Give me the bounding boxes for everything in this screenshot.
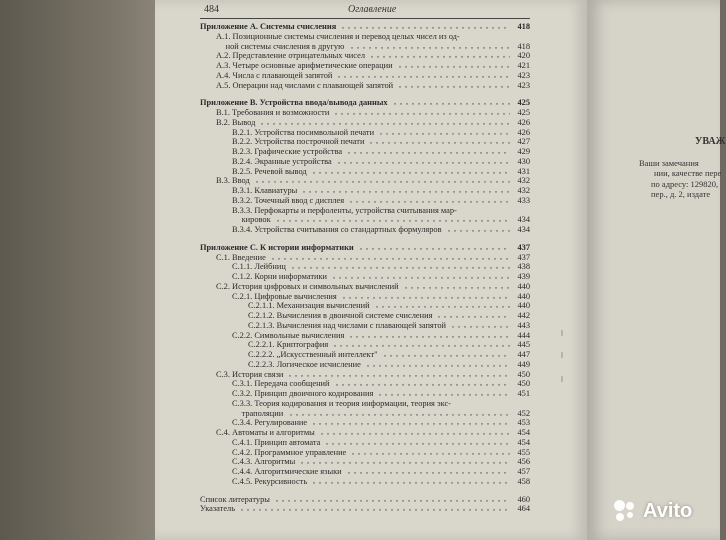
toc-entry-title: В.1. Требования и возможности: [216, 108, 330, 117]
toc-entry-page: 450: [517, 369, 530, 379]
toc-entry-title: С.2.1.2. Вычисления в двоичной системе счисления: [248, 311, 433, 320]
toc-leader-dots: [334, 379, 510, 389]
toc-entry-page: 434: [517, 225, 530, 234]
toc-entry-title: В.3.4. Устройства считывания со стандартных формуляров: [232, 225, 442, 234]
toc-entry-page: 432: [517, 186, 530, 195]
toc-leader-dots: [382, 350, 510, 360]
toc-entry-title: С.2.1.1. Механизация вычислений: [248, 301, 370, 311]
table-of-contents: [200, 22, 530, 514]
toc-entry-title: ной системы счисления в другую: [225, 41, 345, 51]
toc-entry-title: Указатель: [200, 504, 236, 514]
toc-leader-dots: [350, 448, 510, 458]
page-number: 484: [204, 4, 219, 15]
toc-leader-dots: [275, 215, 510, 225]
toc-entry: [200, 81, 530, 91]
toc-leader-dots: [254, 176, 510, 186]
toc-entry: [200, 272, 530, 282]
toc-entry-title: Приложение В. Устройства ввода/вывода данных: [200, 98, 388, 108]
toc-entry: [200, 409, 530, 419]
toc-entry-page: 426: [517, 117, 530, 127]
toc-entry: [200, 292, 530, 302]
toc-entry-title: С.3.1. Передача сообщений: [232, 379, 330, 389]
toc-entry-page: 440: [517, 291, 530, 301]
toc-leader-dots: [270, 253, 510, 263]
toc-entry-title: А.5. Операции над числами с плавающей запятой: [216, 80, 394, 90]
toc-leader-dots: [332, 340, 510, 350]
toc-leader-dots: [301, 186, 510, 196]
right-page: [587, 0, 726, 540]
toc-entry: [200, 321, 530, 331]
right-line: нии, качестве пере: [654, 168, 722, 178]
toc-leader-dots: [397, 81, 510, 91]
toc-entry-title: Список литературы: [200, 494, 270, 504]
toc-leader-dots: [348, 331, 510, 341]
toc-entry: [200, 282, 530, 292]
toc-entry: [200, 311, 530, 321]
toc-entry-page: 449: [517, 359, 530, 369]
toc-section: [200, 22, 530, 32]
toc-leader-dots: [392, 98, 510, 108]
toc-entry-page: 430: [517, 156, 530, 166]
toc-entry-title: С.1.2. Корни информатики: [232, 272, 328, 281]
toc-leader-dots: [368, 137, 510, 147]
toc-leader-dots: [336, 157, 510, 167]
toc-entry-page: 427: [517, 137, 530, 147]
page-header: [200, 4, 530, 19]
toc-entry: [200, 176, 530, 186]
toc-entry-title: С.4.4. Алгоритмические языки: [232, 467, 342, 476]
binding-stitch: [561, 376, 563, 382]
toc-entry-page: 429: [517, 147, 530, 156]
toc-entry-title: С.4.3. Алгоритмы: [232, 457, 296, 467]
toc-leader-dots: [377, 389, 510, 399]
toc-entry: [200, 389, 530, 399]
toc-entry: [200, 215, 530, 225]
toc-entry: [200, 225, 530, 235]
toc-entry-page: 453: [517, 418, 530, 428]
toc-entry-page: 425: [517, 98, 530, 108]
toc-entry-page: 456: [517, 457, 530, 467]
toc-leader-dots: [290, 262, 510, 272]
toc-entry-title: В.3.1. Клавиатуры: [232, 186, 298, 195]
toc-leader-dots: [333, 108, 510, 118]
toc-entry: [200, 370, 530, 380]
toc-entry-title: С.4.1. Принцип автомата: [232, 437, 321, 447]
toc-leader-dots: [403, 282, 510, 292]
toc-entry-page: 437: [517, 242, 530, 252]
toc-entry-title: кировок: [241, 215, 271, 225]
toc-entry: [200, 428, 530, 438]
toc-entry: [200, 196, 530, 206]
toc-leader-dots: [436, 311, 510, 321]
toc-entry-title: А.2. Представление отрицательных чисел: [216, 51, 365, 61]
toc-entry: [200, 262, 530, 272]
toc-entry: [200, 379, 530, 389]
toc-leader-dots: [259, 118, 510, 128]
avito-watermark: [612, 498, 692, 524]
toc-entry-page: 421: [517, 61, 530, 70]
toc-entry: [200, 301, 530, 311]
toc-entry: [200, 477, 530, 487]
binding-stitch: [561, 352, 563, 358]
toc-entry-title: С.2.2.3. Логическое исчисление: [248, 359, 361, 369]
toc-entry-title: С.4. Автоматы и алгоритмы: [216, 428, 315, 437]
toc-entry-page: 439: [517, 272, 530, 281]
toc-entry-title: В.2.4. Экранные устройства: [232, 156, 332, 166]
toc-leader-dots: [239, 504, 510, 514]
toc-entry-page: 438: [517, 262, 530, 272]
toc-entry-page: 460: [517, 494, 530, 504]
toc-leader-dots: [341, 292, 510, 302]
toc-leader-dots: [349, 42, 510, 52]
toc-leader-dots: [311, 477, 510, 487]
toc-entry-title: Приложение С. К истории информатики: [200, 242, 354, 252]
toc-entry: [200, 467, 530, 477]
toc-entry-title: Приложение А. Системы счисления: [200, 22, 337, 31]
toc-entry: [200, 118, 530, 128]
toc-leader-dots: [346, 467, 510, 477]
toc-entry-title: С.2.2.2. „Искусственный интеллект": [248, 350, 378, 359]
avito-logo-icon: [612, 498, 638, 524]
toc-section: [200, 504, 530, 514]
toc-entry: [200, 418, 530, 428]
toc-entry-page: 454: [517, 437, 530, 447]
toc-entry: [200, 340, 530, 350]
toc-entry: [200, 147, 530, 157]
toc-entry-page: 443: [517, 320, 530, 330]
toc-entry-page: 423: [517, 70, 530, 80]
toc-entry-page: 434: [517, 215, 530, 225]
avito-wordmark: Avito: [643, 499, 693, 522]
toc-leader-dots: [348, 196, 510, 206]
toc-entry-title: С.3.2. Принцип двоичного кодирования: [232, 389, 374, 398]
toc-entry-page: 455: [517, 447, 530, 457]
toc-gap: [200, 90, 530, 98]
toc-entry-title: В.3.3. Перфокарты и перфоленты, устройства считывания мар-: [232, 205, 457, 215]
toc-leader-dots: [319, 428, 510, 438]
toc-entry-title: С.1.1. Лейбниц: [232, 262, 286, 272]
toc-entry: [200, 167, 530, 177]
toc-entry-title: А.3. Четыре основные арифметические операции: [216, 61, 393, 70]
toc-section: [200, 495, 530, 505]
toc-entry: [200, 438, 530, 448]
toc-entry: [200, 157, 530, 167]
toc-entry-page: 423: [517, 80, 530, 90]
running-title: Оглавление: [348, 4, 397, 15]
toc-leader-dots: [288, 409, 510, 419]
toc-entry-page: 454: [517, 428, 530, 437]
toc-leader-dots: [311, 418, 510, 428]
toc-entry: [200, 42, 530, 52]
toc-entry-page: 447: [517, 350, 530, 359]
toc-entry-page: 433: [517, 195, 530, 205]
toc-entry-title: С.2.1. Цифровые вычисления: [232, 291, 337, 301]
toc-leader-dots: [446, 225, 510, 235]
toc-entry-title: В.2.3. Графические устройства: [232, 147, 343, 156]
toc-leader-dots: [299, 457, 510, 467]
toc-entry-title: С.2. История цифровых и символьных вычислений: [216, 281, 399, 291]
toc-leader-dots: [365, 360, 510, 370]
toc-leader-dots: [311, 167, 510, 177]
toc-entry: [200, 399, 530, 409]
toc-entry-page: 457: [517, 467, 530, 476]
toc-entry-page: 445: [517, 340, 530, 350]
toc-entry-page: 431: [517, 166, 530, 176]
toc-entry-page: 420: [517, 51, 530, 61]
toc-entry-page: 450: [517, 379, 530, 389]
toc-entry-page: 464: [517, 504, 530, 514]
toc-entry: [200, 128, 530, 138]
toc-gap: [200, 487, 530, 495]
toc-entry: [200, 71, 530, 81]
toc-entry-title: С.2.2. Символьные вычисления: [232, 330, 345, 340]
toc-entry: [200, 32, 530, 42]
toc-entry-title: траполяции: [241, 408, 284, 418]
toc-leader-dots: [450, 321, 510, 331]
toc-entry: [200, 137, 530, 147]
toc-entry-page: 442: [517, 311, 530, 320]
background-surface: [0, 0, 155, 540]
toc-leader-dots: [340, 22, 510, 32]
toc-entry: [200, 350, 530, 360]
toc-entry: [200, 253, 530, 263]
toc-entry: [200, 360, 530, 370]
toc-entry-title: С.4.5. Рекурсивность: [232, 476, 308, 486]
toc-entry-title: В.2. Вывод: [216, 117, 256, 127]
toc-entry-title: С.1. Введение: [216, 252, 266, 262]
toc-entry-title: А.4. Числа с плавающей запятой: [216, 70, 333, 80]
toc-leader-dots: [336, 71, 510, 81]
toc-entry-page: 425: [517, 108, 530, 117]
toc-leader-dots: [397, 61, 510, 71]
toc-entry-page: 458: [517, 476, 530, 486]
toc-entry: [200, 331, 530, 341]
toc-entry-page: 432: [517, 176, 530, 186]
toc-gap: [200, 235, 530, 243]
toc-entry-page: 451: [517, 389, 530, 398]
toc-entry: [200, 457, 530, 467]
toc-entry-title: С.2.1.3. Вычисления над числами с плавающей запятой: [248, 320, 447, 330]
toc-leader-dots: [274, 495, 510, 505]
toc-leader-dots: [287, 370, 510, 380]
toc-entry: [200, 108, 530, 118]
toc-leader-dots: [324, 438, 510, 448]
toc-entry-page: 418: [517, 41, 530, 51]
toc-entry-title: В.3. Ввод: [216, 176, 250, 186]
toc-entry-page: 444: [517, 330, 530, 340]
binding-stitch: [561, 330, 563, 336]
right-line: пер., д. 2, издате: [651, 189, 711, 199]
toc-entry-page: 437: [517, 252, 530, 262]
toc-section: [200, 243, 530, 253]
toc-entry-title: С.4.2. Программное управление: [232, 447, 347, 457]
toc-entry-title: С.3.4. Регулирование: [232, 418, 308, 428]
toc-entry-page: 440: [517, 301, 530, 311]
toc-entry-page: 440: [517, 281, 530, 291]
toc-leader-dots: [378, 128, 510, 138]
toc-entry-title: С.3. История связи: [216, 369, 284, 379]
toc-section: [200, 98, 530, 108]
toc-entry-page: 418: [517, 22, 530, 31]
toc-entry-title: С.2.2.1. Криптография: [248, 340, 329, 350]
toc-entry-title: В.2.2. Устройства построчной печати: [232, 137, 365, 147]
toc-entry: [200, 448, 530, 458]
toc-entry-page: 452: [517, 408, 530, 418]
toc-leader-dots: [374, 301, 510, 311]
toc-entry: [200, 51, 530, 61]
toc-leader-dots: [369, 51, 510, 61]
right-line: Ваши замечания: [639, 158, 699, 168]
toc-leader-dots: [358, 243, 510, 253]
toc-entry-title: В.2.5. Речевой вывод: [232, 166, 307, 176]
toc-entry-page: 426: [517, 127, 530, 137]
toc-entry: [200, 186, 530, 196]
right-line: по адресу: 129820,: [651, 179, 719, 189]
toc-entry-title: А.1. Позиционные системы счисления и перевод целых чисел из од-: [216, 31, 460, 41]
toc-entry-title: С.3.3. Теория кодирования и теория информации, теория экс-: [232, 398, 451, 408]
toc-entry: [200, 206, 530, 216]
toc-entry: [200, 61, 530, 71]
toc-leader-dots: [346, 147, 510, 157]
toc-entry-title: В.3.2. Точечный ввод с дисплея: [232, 195, 345, 205]
right-heading: УВАЖ: [695, 136, 726, 147]
toc-leader-dots: [331, 272, 510, 282]
toc-entry-title: В.2.1. Устройства посимвольной печати: [232, 127, 375, 137]
